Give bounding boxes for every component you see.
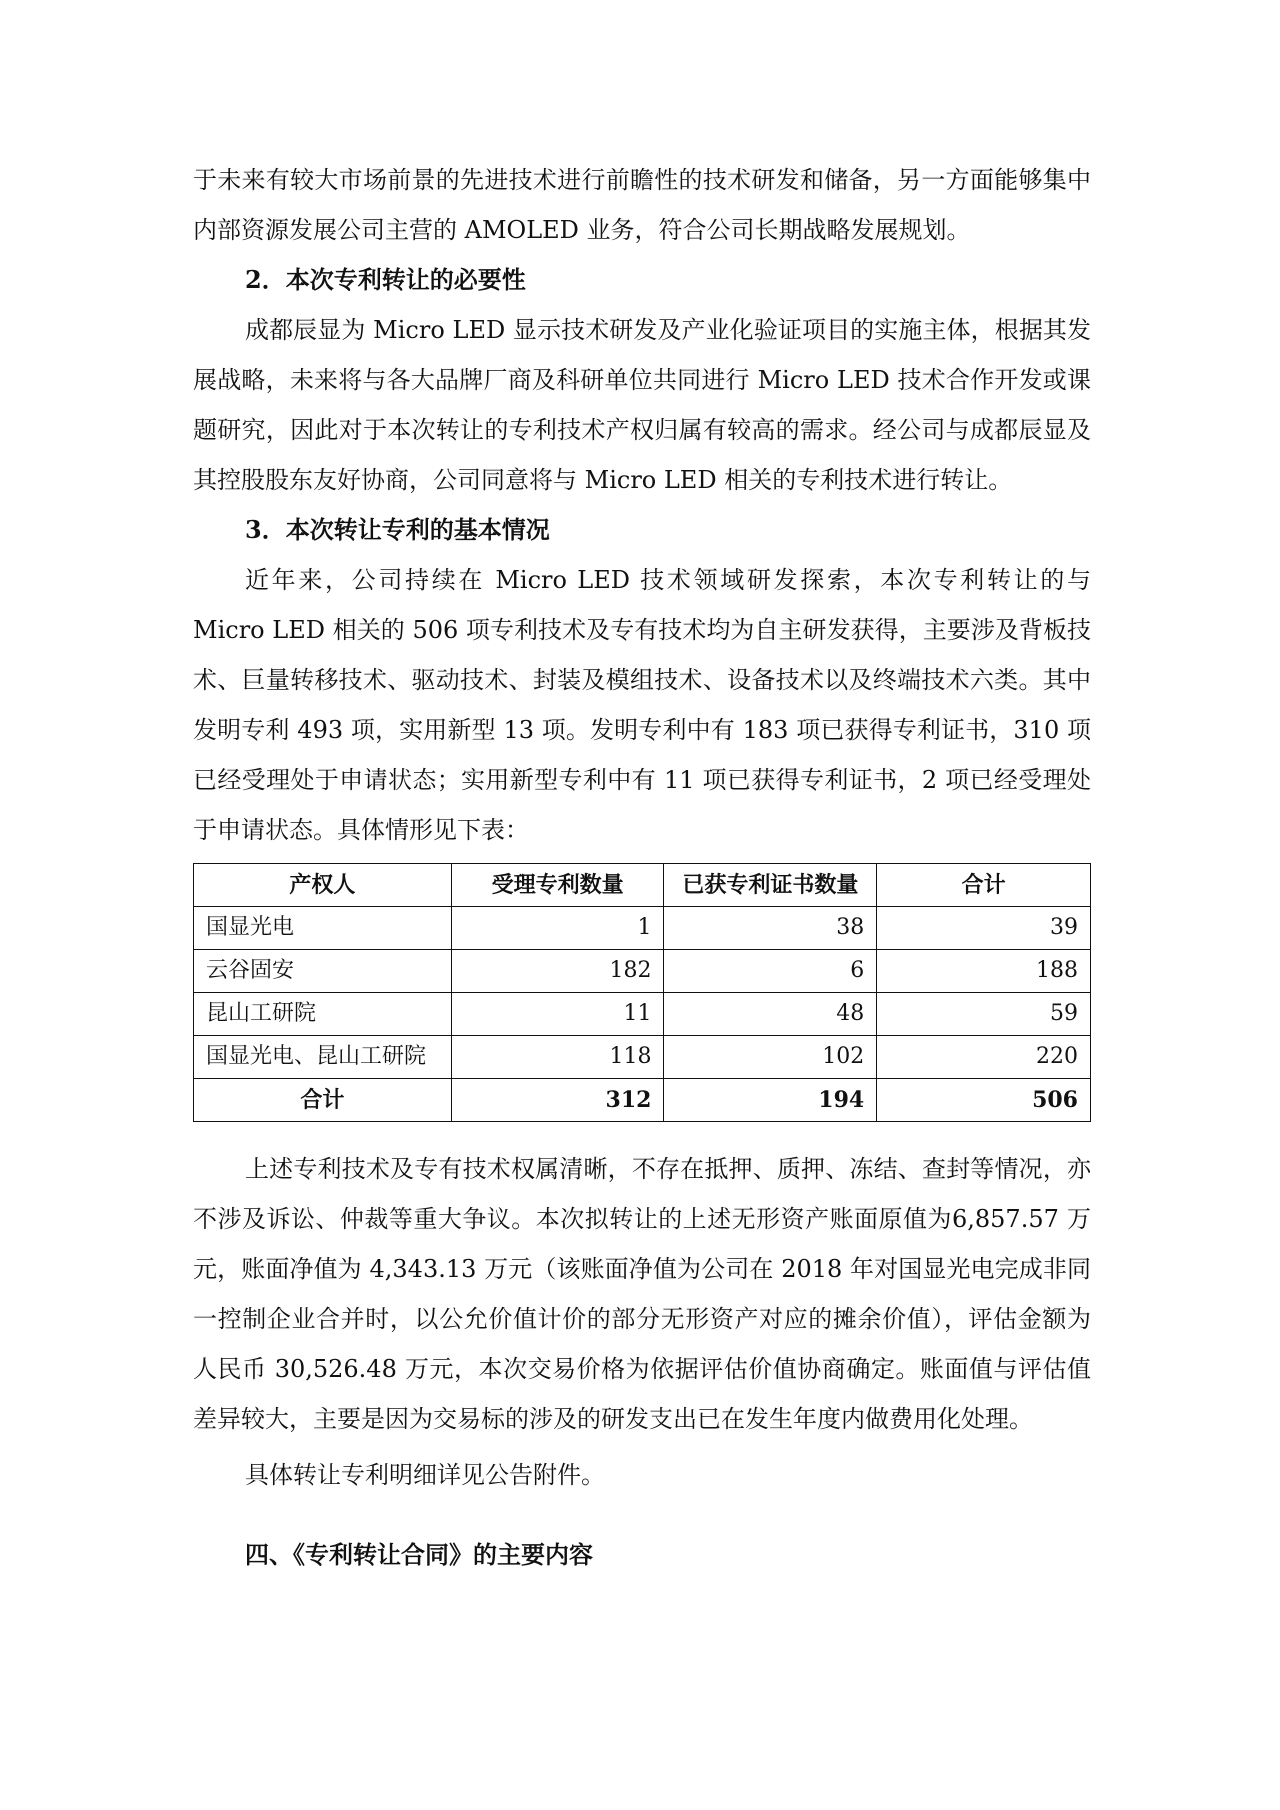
cell-accepted: 11 — [451, 993, 664, 1036]
cell-certified: 6 — [664, 950, 877, 993]
cell-accepted: 182 — [451, 950, 664, 993]
cell-certified: 38 — [664, 907, 877, 950]
paragraph-basic-info: 近年来，公司持续在 Micro LED 技术领域研发探索，本次专利转让的与 Micro LED 相关的 506 项专利技术及专有技术均为自主研发获得，主要涉及背板技术、巨量转移技术、驱动技术、封装及模组技术、设备技术以及终端技术六类。其中发明专利 493 项，实用新型 13 项。发明专利中有 183 项已获得专利证书，310 项已经受理处于申请状态；实用新型专利中有 11 项已获得专利证书，2 项已经受理处于申请状态。具体情形见下表： — [193, 566, 1091, 844]
cell-owner: 国显光电 — [194, 907, 452, 950]
subsection-heading-necessity: 2．本次专利转让的必要性 — [245, 265, 526, 294]
cell-accepted: 1 — [451, 907, 664, 950]
cell-total-accepted: 312 — [451, 1079, 664, 1122]
table-row — [194, 950, 1091, 993]
paragraph-necessity: 成都辰显为 Micro LED 显示技术研发及产业化验证项目的实施主体，根据其发展战略，未来将与各大品牌厂商及科研单位共同进行 Micro LED 技术合作开发或课题研究，因此对于本次转让的专利技术产权归属有较高的需求。经公司与成都辰显及其控股股东友好协商，公司同意将与 Micro LED 相关的专利技术进行转让。 — [193, 316, 1091, 494]
cell-owner: 云谷固安 — [194, 950, 452, 993]
paragraph-continuation: 于未来有较大市场前景的先进技术进行前瞻性的技术研发和储备，另一方面能够集中内部资源发展公司主营的 AMOLED 业务，符合公司长期战略发展规划。 — [193, 166, 1091, 244]
patent-table — [193, 863, 1091, 1122]
table-row — [194, 1036, 1091, 1079]
paragraph-attachment-note: 具体转让专利明细详见公告附件。 — [245, 1461, 605, 1489]
column-header-certified: 已获专利证书数量 — [664, 864, 877, 907]
cell-total: 59 — [877, 993, 1091, 1036]
document-body — [193, 155, 1091, 1580]
cell-total: 220 — [877, 1036, 1091, 1079]
cell-total: 39 — [877, 907, 1091, 950]
cell-accepted: 118 — [451, 1036, 664, 1079]
table-header-row — [194, 864, 1091, 907]
cell-total-label: 合计 — [194, 1079, 452, 1122]
column-header-accepted: 受理专利数量 — [451, 864, 664, 907]
table-row — [194, 907, 1091, 950]
cell-total-certified: 194 — [664, 1079, 877, 1122]
paragraph-ownership-valuation: 上述专利技术及专有技术权属清晰，不存在抵押、质押、冻结、查封等情况，亦不涉及诉讼、仲裁等重大争议。本次拟转让的上述无形资产账面原值为6,857.57 万元，账面净值为 4,343.13 万元（该账面净值为公司在 2018 年对国显光电完成非同一控制企业合并时，以公允价值计价的部分无形资产对应的摊余价值），评估金额为人民币 30,526.48 万元，本次交易价格为依据评估价值协商确定。账面值与评估值差异较大，主要是因为交易标的涉及的研发支出已在发生年度内做费用化处理。 — [193, 1155, 1091, 1433]
cell-owner: 国显光电、昆山工研院 — [194, 1036, 452, 1079]
cell-grand-total: 506 — [877, 1079, 1091, 1122]
table-total-row — [194, 1079, 1091, 1122]
cell-certified: 48 — [664, 993, 877, 1036]
section-heading-contract: 四、《专利转让合同》的主要内容 — [245, 1540, 593, 1569]
cell-total: 188 — [877, 950, 1091, 993]
cell-certified: 102 — [664, 1036, 877, 1079]
column-header-owner: 产权人 — [194, 864, 452, 907]
table-row — [194, 993, 1091, 1036]
cell-owner: 昆山工研院 — [194, 993, 452, 1036]
column-header-total: 合计 — [877, 864, 1091, 907]
subsection-heading-basic-info: 3．本次转让专利的基本情况 — [245, 515, 550, 544]
